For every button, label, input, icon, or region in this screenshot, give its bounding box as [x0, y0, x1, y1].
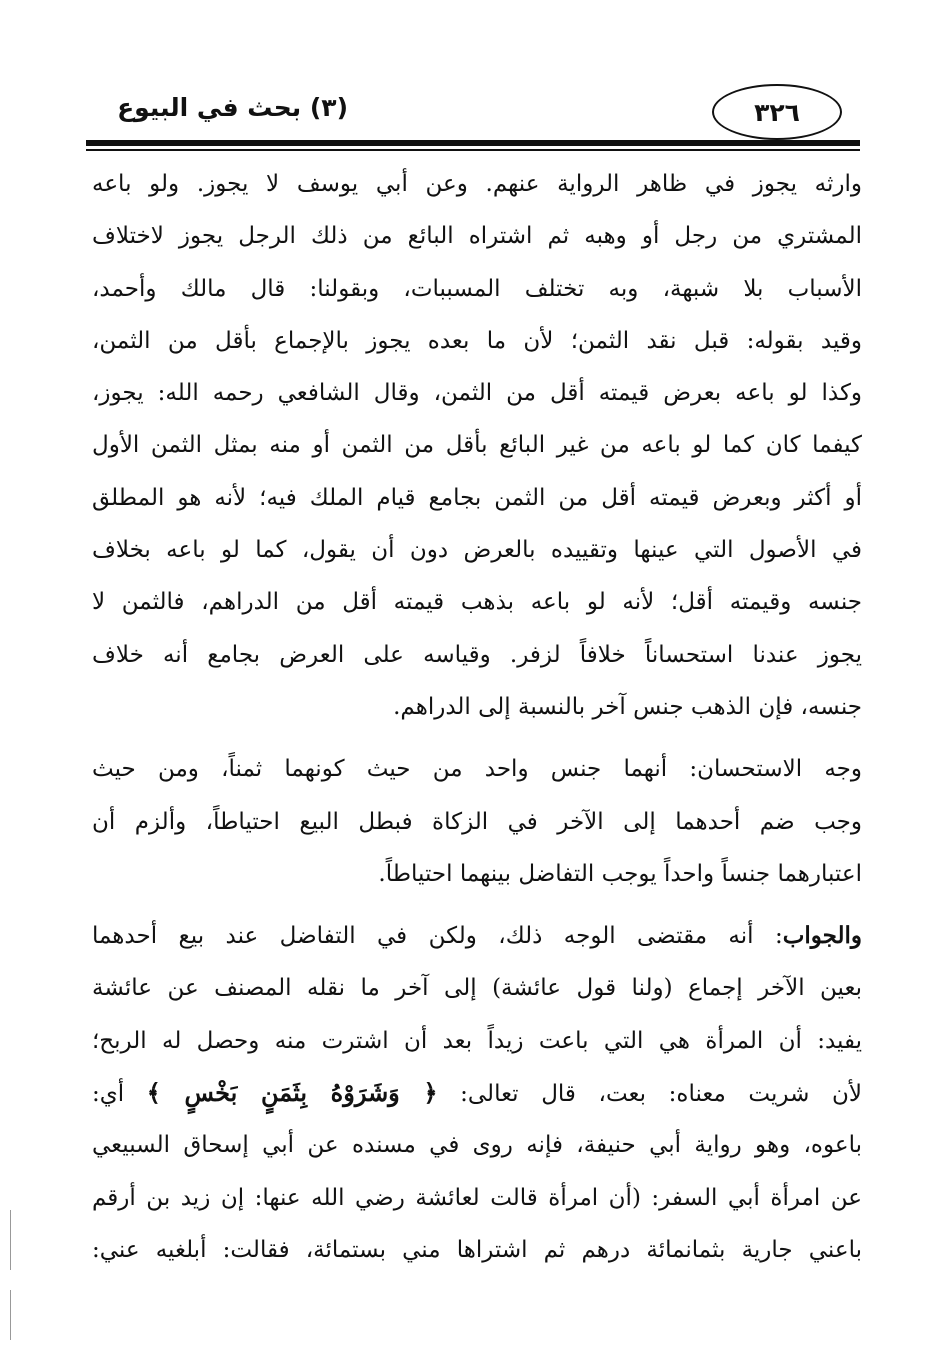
text-line: في الأصول التي عينها وتقييده بالعرض دون أن يقول، كما لو باعه بخلاف [92, 537, 862, 564]
text-line: اعتبارهما جنساً واحداً يوجب التفاضل بينهما احتياطاً. [378, 860, 862, 887]
text-span: أي: [92, 1081, 125, 1108]
text-line [92, 1067, 862, 1119]
quran-verse: ﴿ وَشَرَوْهُ بِثَمَنٍ بَخْسٍ ﴾ [146, 1078, 438, 1108]
text-line: وجب ضم أحدهما إلى الآخر في الزكاة فبطل البيع احتياطاً، وألزم أن [92, 808, 862, 835]
text-line: أو أكثر وبعرض قيمته أقل من الثمن بجامع قيام الملك فيه؛ لأنه هو المطلق [92, 484, 862, 511]
scan-edge-mark [10, 1210, 11, 1270]
paragraph-3 [92, 910, 862, 1276]
text-line: الأسباب بلا شبهة، وبه تختلف المسببات، وبقولنا: قال مالك وأحمد، [92, 275, 862, 302]
text-line: باعني جارية بثمانمائة درهم ثم اشتراها مني بستمائة، فقالت: أبلغيه عني: [92, 1236, 862, 1263]
text-line: باعوه، وهو رواية أبي حنيفة، فإنه روى في مسنده عن أبي إسحاق السبيعي [92, 1132, 862, 1159]
page-number-badge [712, 84, 842, 140]
text-line: المشتري من رجل أو وهبه ثم اشتراه البائع من ذلك الرجل يجوز لاختلاف [92, 223, 862, 250]
text-line: عن امرأة أبي السفر: (أن امرأة قالت لعائشة رضي الله عنها: إن زيد بن أرقم [92, 1184, 862, 1211]
scan-edge-mark [10, 1290, 11, 1340]
text-line: يفيد: أن المرأة هي التي باعت زيداً بعد أن اشترت منه وحصل له الربح؛ [92, 1027, 862, 1054]
header-rule-thin [86, 149, 860, 151]
text-line: بعين الآخر إجماع (ولنا قول عائشة) إلى آخر ما نقله المصنف عن عائشة [92, 975, 862, 1002]
text-span: : أنه مقتضى الوجه ذلك، ولكن في التفاضل عند بيع أحدهما [92, 923, 783, 950]
text-line: يجوز عندنا استحساناً خلافاً لزفر. وقياسه على العرض بجامع أنه خلاف [92, 641, 862, 668]
text-line: جنسه وقيمته أقل؛ لأنه لو باعه بذهب قيمته أقل من الدراهم، فالثمن لا [92, 589, 862, 616]
text-line: وقيد بقوله: قبل نقد الثمن؛ لأن ما بعده يجوز بالإجماع بأقل من الثمن، [92, 327, 862, 354]
text-line: كيفما كان كما لو باعه من غير البائع بأقل من الثمن أو منه بمثل الثمن الأول [92, 432, 862, 459]
page-body-text [92, 158, 862, 1276]
paragraph-1 [92, 158, 862, 733]
text-line: جنسه، فإن الذهب جنس آخر بالنسبة إلى الدراهم. [393, 693, 862, 720]
text-span: لأن شريت معناه: بعت، قال تعالى: [460, 1081, 862, 1108]
text-line: وارثه يجوز في ظاهر الرواية عنهم. وعن أبي يوسف لا يجوز. ولو باعه [92, 171, 862, 197]
paragraph-2 [92, 743, 862, 900]
page-number: ٣٢٦ [754, 97, 800, 127]
text-line: وكذا لو باعه بعرض قيمته أقل من الثمن، وقال الشافعي رحمه الله: يجوز، [92, 380, 862, 407]
running-header-title: (٣) بحث في البيوع [117, 93, 348, 122]
header-rule-thick [86, 140, 860, 146]
text-line [92, 910, 862, 962]
text-line: وجه الاستحسان: أنهما جنس واحد من حيث كونهما ثمناً، ومن حيث [92, 756, 862, 783]
answer-lead-word: والجواب [782, 922, 862, 950]
